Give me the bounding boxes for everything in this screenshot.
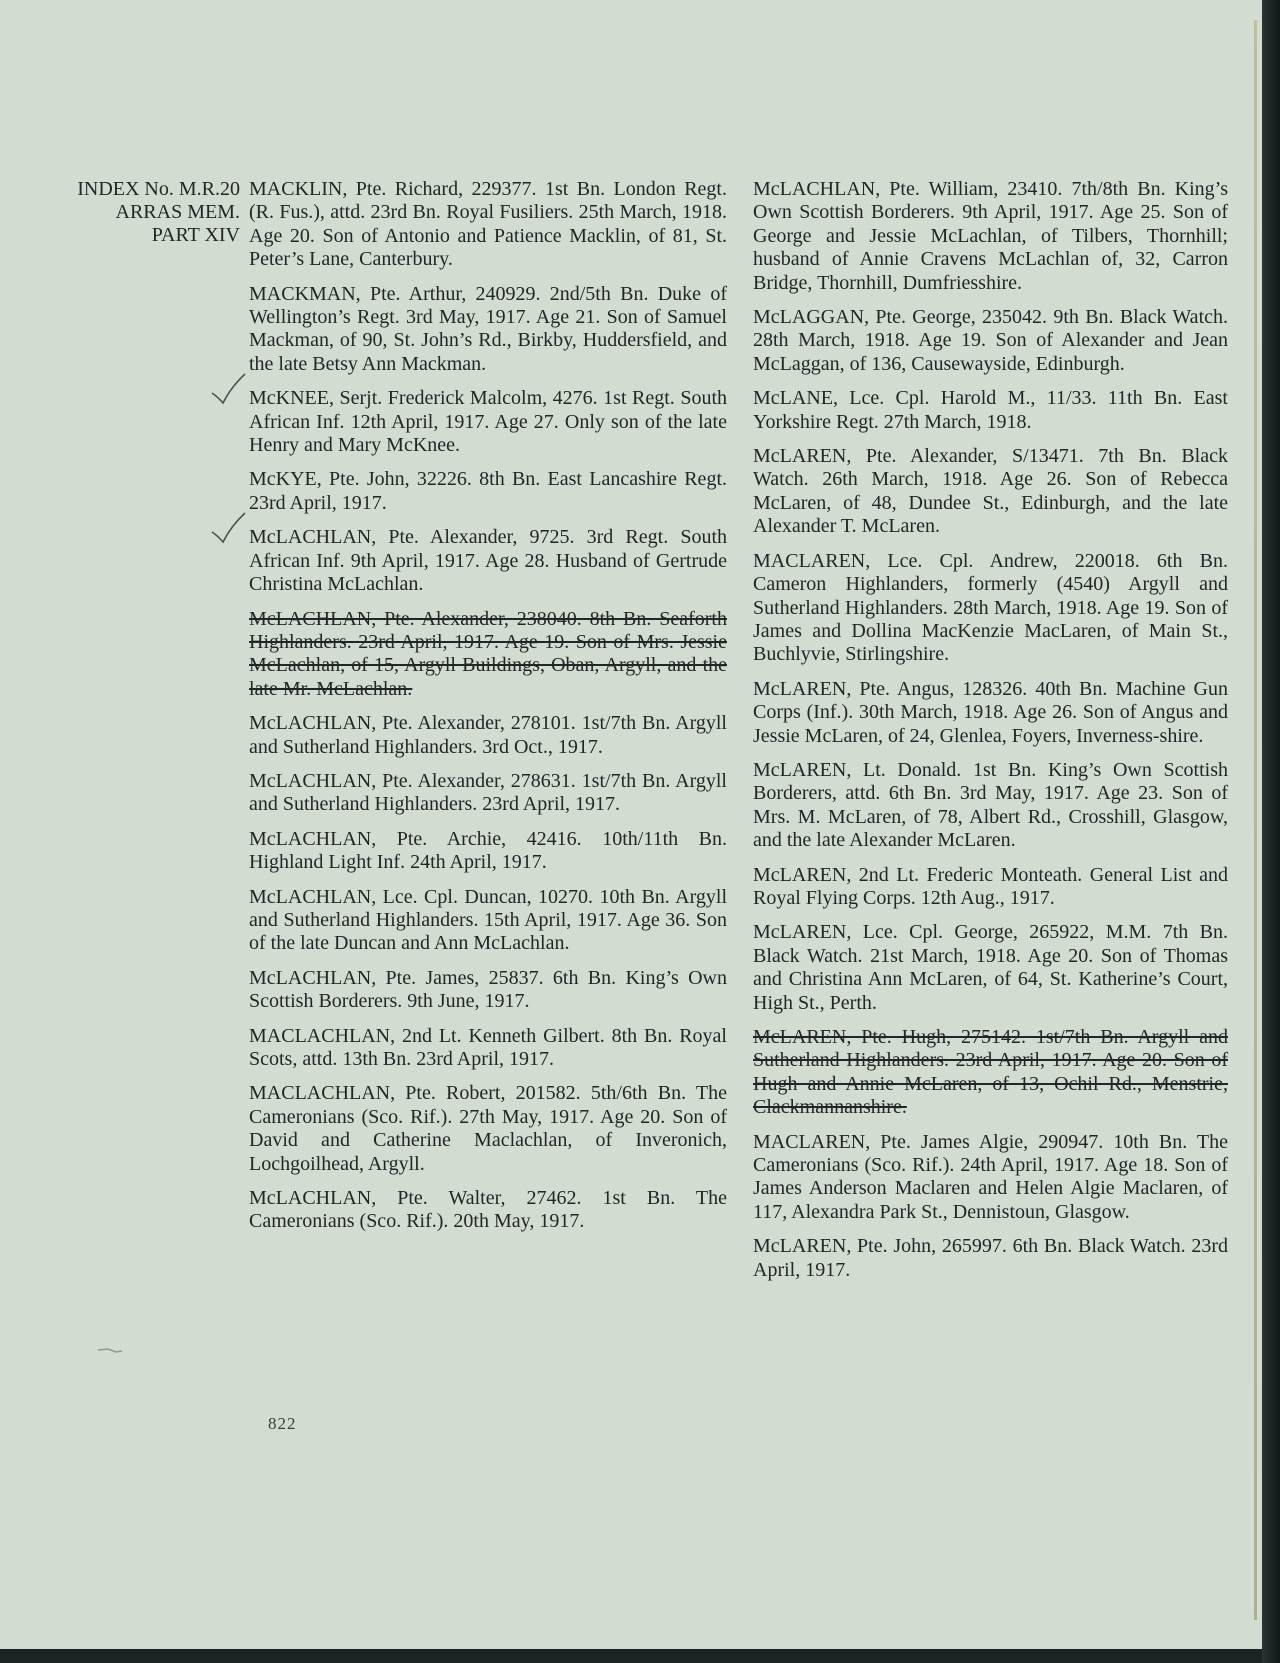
memorial-entry: MACLACHLAN, Pte. Robert, 201582. 5th/6th Bn. The Cameronians (Sco. Rif.). 27th May, 1917. Age 20. Son of David and Catherine Maclachlan, of Inveronich, Lochgoilhead, Argyll. [249, 1082, 727, 1175]
binding-edge [1254, 20, 1257, 1620]
part-number: PART XIV [151, 224, 240, 246]
memorial-entry: McLACHLAN, Pte. James, 25837. 6th Bn. King’s Own Scottish Borderers. 9th June, 1917. [249, 966, 727, 1013]
memorial-entry: McLACHLAN, Pte. Alexander, 9725. 3rd Regt. South African Inf. 9th April, 1917. Age 28. Husband of Gertrude Christina McLachlan. [249, 526, 727, 596]
memorial-entry: McKYE, Pte. John, 32226. 8th Bn. East Lancashire Regt. 23rd April, 1917. [249, 468, 727, 514]
memorial-entry: McLACHLAN, Pte. William, 23410. 7th/8th Bn. King’s Own Scottish Borderers. 9th April, 1917. Age 25. Son of George and Jessie McLachlan, of Tilbers, Thornhill; husband of Annie Cravens McLachlan of, 32, Carron Bridge, Thornhill, Dumfriesshire. [753, 178, 1228, 294]
stray-pencil-mark [96, 1344, 126, 1356]
struck-entry: McLACHLAN, Pte. Alexander, 238040. 8th Bn. Seaforth Highlanders. 23rd April, 1917. Age 19. Son of Mrs. Jessie McLachlan, of 15, Argyll Buildings, Oban, Argyll, and the late Mr. McLachlan. [249, 607, 727, 700]
pencil-tick-icon [209, 371, 249, 407]
memorial-entry: McLAREN, Lce. Cpl. George, 265922, M.M. 7th Bn. Black Watch. 21st March, 1918. Age 20. Son of Thomas and Christina Ann McLaren, of 64, St. Katherine’s Court, High St., Perth. [753, 921, 1228, 1014]
memorial-entry: McLACHLAN, Pte. Archie, 42416. 10th/11th Bn. Highland Light Inf. 24th April, 1917. [249, 827, 727, 874]
left-column [249, 178, 727, 1245]
memorial-entry: McLACHLAN, Pte. Alexander, 278101. 1st/7th Bn. Argyll and Sutherland Highlanders. 3rd Oct., 1917. [249, 712, 727, 758]
memorial-name: ARRAS MEM. [115, 201, 240, 223]
memorial-entry: McKNEE, Serjt. Frederick Malcolm, 4276. 1st Regt. South African Inf. 12th April, 1917. Age 27. Only son of the late Henry and Mary McKnee. [249, 387, 727, 457]
memorial-entry: McLACHLAN, Pte. Walter, 27462. 1st Bn. The Cameronians (Sco. Rif.). 20th May, 1917. [249, 1187, 727, 1233]
memorial-entry: McLAREN, Pte. Angus, 128326. 40th Bn. Machine Gun Corps (Inf.). 30th March, 1918. Age 26. Son of Angus and Jessie McLaren, of 24, Glenlea, Foyers, Inverness-shire. [753, 677, 1228, 747]
memorial-entry: McLAREN, Lt. Donald. 1st Bn. King’s Own Scottish Borderers, attd. 6th Bn. 3rd May, 1917. Age 23. Son of Mrs. M. McLaren, of 78, Albert Rd., Crosshill, Glasgow, and the late Alexander McLaren. [753, 758, 1228, 852]
memorial-entry: MACLACHLAN, 2nd Lt. Kenneth Gilbert. 8th Bn. Royal Scots, attd. 13th Bn. 23rd April, 1917. [249, 1024, 727, 1070]
memorial-entry: McLAREN, 2nd Lt. Frederic Monteath. General List and Royal Flying Corps. 12th Aug., 1917. [753, 863, 1228, 909]
memorial-entry: McLAREN, Pte. Alexander, S/13471. 7th Bn. Black Watch. 26th March, 1918. Age 26. Son of Rebecca McLaren, of 48, Dundee St., Edinburgh, and the late Alexander T. McLaren. [753, 445, 1228, 538]
pencil-tick-icon [209, 510, 249, 546]
memorial-entry: McLAGGAN, Pte. George, 235042. 9th Bn. Black Watch. 28th March, 1918. Age 19. Son of Alexander and Jean McLaggan, of 136, Causewayside, Edinburgh. [753, 306, 1228, 375]
page-number: 822 [268, 1414, 297, 1433]
memorial-entry: McLACHLAN, Pte. Alexander, 278631. 1st/7th Bn. Argyll and Sutherland Highlanders. 23rd April, 1917. [249, 769, 727, 816]
memorial-entry: MACLAREN, Pte. James Algie, 290947. 10th Bn. The Cameronians (Sco. Rif.). 24th April, 1917. Age 18. Son of James Anderson Maclaren and Helen Algie Maclaren, of 117, Alexandra Park St., Dennistoun, Glasgow. [753, 1130, 1228, 1223]
memorial-entry: McLANE, Lce. Cpl. Harold M., 11/33. 11th Bn. East Yorkshire Regt. 27th March, 1918. [753, 387, 1228, 433]
struck-entry: McLAREN, Pte. Hugh, 275142. 1st/7th Bn. Argyll and Sutherland Highlanders. 23rd April, 1917. Age 20. Son of Hugh and Annie McLaren, of 13, Ochil Rd., Menstrie, Clackmannanshire. [753, 1026, 1228, 1119]
index-reference [40, 178, 240, 247]
page-edge-shadow [1262, 0, 1280, 1663]
memorial-entry: McLACHLAN, Lce. Cpl. Duncan, 10270. 10th Bn. Argyll and Sutherland Highlanders. 15th April, 1917. Age 36. Son of the late Duncan and Ann McLachlan. [249, 885, 727, 955]
index-number: INDEX No. M.R.20 [77, 178, 240, 200]
memorial-entry: MACKLIN, Pte. Richard, 229377. 1st Bn. London Regt. (R. Fus.), attd. 23rd Bn. Royal Fusiliers. 25th March, 1918. Age 20. Son of Antonio and Patience Macklin, of 81, St. Peter’s Lane, Canterbury. [249, 178, 727, 271]
memorial-entry: MACKMAN, Pte. Arthur, 240929. 2nd/5th Bn. Duke of Wellington’s Regt. 3rd May, 1917. Age 21. Son of Samuel Mackman, of 90, St. John’s Rd., Birkby, Huddersfield, and the late Betsy Ann Mackman. [249, 282, 727, 375]
memorial-entry: McLAREN, Pte. John, 265997. 6th Bn. Black Watch. 23rd April, 1917. [753, 1235, 1228, 1281]
right-column [753, 178, 1228, 1293]
memorial-entry: MACLAREN, Lce. Cpl. Andrew, 220018. 6th Bn. Cameron Highlanders, formerly (4540) Argyll and Sutherland Highlanders. 28th March, 1918. Age 19. Son of James and Dollina MacKenzie MacLaren, of Main St., Buchlyvie, Stirlingshire. [753, 549, 1228, 666]
